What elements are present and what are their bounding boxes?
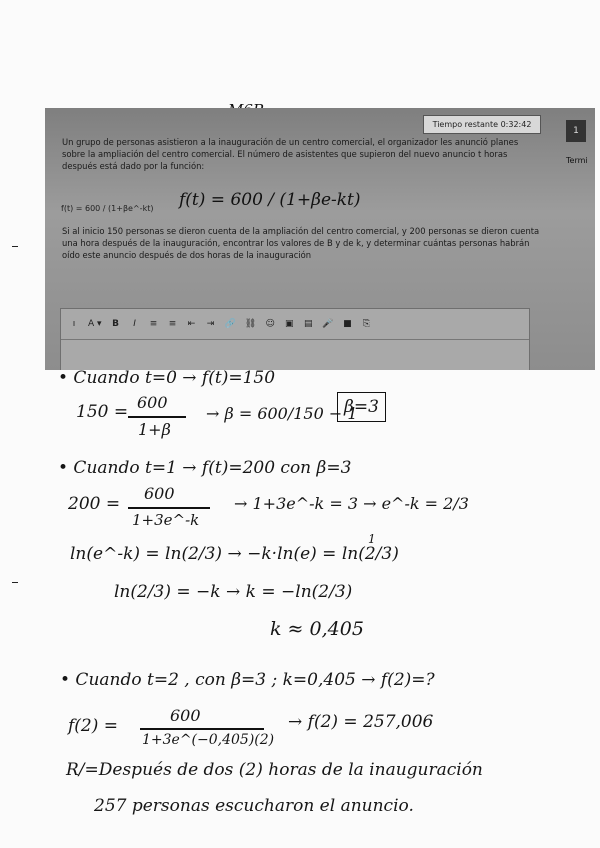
toolbar-indent-button[interactable]: ⇥ (206, 319, 215, 329)
link-icon[interactable]: 🔗 (224, 319, 236, 329)
screen-photo (45, 108, 595, 370)
problem-task: Si al inicio 150 personas se dieron cuenta de la ampliación del centro comercial, y 200 personas se dieron cuenta una hora después de la inauguración, encontrar los valores de B y de k, y determinar cuántas personas habrán oído este anuncio después de dos horas de la inauguración (62, 226, 540, 260)
image-icon[interactable]: ▣ (284, 319, 294, 329)
step2-arrow: → 1+3e^-k = 3 → e^-k = 2/3 (234, 494, 469, 513)
step3-frac-den: 1+3e^(−0,405)(2) (142, 732, 275, 748)
step3-label: • Cuando t=2 , con β=3 ; k=0,405 → f(2)=? (60, 670, 435, 690)
step2-line3: ln(2/3) = −k → k = −ln(2/3) (114, 582, 353, 602)
fraction-bar (128, 507, 210, 509)
toolbar-outdent-button[interactable]: ⇤ (187, 319, 196, 329)
step2-frac-num: 600 (144, 484, 175, 503)
answer-line1: R/=Después de dos (2) horas de la inauguración (66, 760, 483, 780)
toolbar-paragraph-button[interactable]: ı (72, 319, 76, 329)
margin-mark (12, 246, 18, 247)
side-label: Termi (566, 156, 588, 165)
answer-editor[interactable] (60, 308, 530, 370)
step1-eq-left: 150 = (76, 402, 129, 422)
timer-badge: Tiempo restante 0:32:42 (423, 115, 541, 134)
copy-icon[interactable]: ⎘ (362, 319, 371, 329)
margin-mark (12, 582, 18, 583)
media-icon[interactable]: ▤ (303, 319, 313, 329)
step2-line2: ln(e^-k) = ln(2/3) → −k·ln(e) = ln(2/3) (70, 544, 399, 564)
microphone-icon[interactable]: 🎤 (322, 319, 334, 329)
step2-result: k ≈ 0,405 (270, 618, 364, 640)
video-icon[interactable]: ■ (343, 319, 352, 329)
toolbar-italic-button[interactable]: I (133, 319, 136, 329)
step3-arrow: → f(2) = 257,006 (288, 712, 434, 732)
step1-arrow: → β = 600/150 − 1 (206, 404, 358, 423)
formula-handwritten: f(t) = 600 / (1+βe-kt) (179, 190, 361, 210)
step2-eq-left: 200 = (68, 494, 121, 514)
toolbar-bold-button[interactable]: B (112, 319, 119, 329)
step1-frac-den: 1+β (138, 420, 171, 439)
problem-intro: Un grupo de personas asistieron a la inauguración de un centro comercial, el organizador les anunció planes sobre la ampliación del centro comercial. El número de asistentes que supieron del nuevo anuncio t horas después está dado por la función: (62, 137, 519, 171)
emoji-icon[interactable]: ☺ (265, 319, 275, 329)
toolbar-font-button[interactable]: A ▾ (88, 319, 102, 329)
step1-label: • Cuando t=0 → f(t)=150 (58, 368, 276, 388)
step3-eq-left: f(2) = (68, 716, 119, 736)
step2-label: • Cuando t=1 → f(t)=200 con β=3 (58, 458, 352, 478)
formula-printed: f(t) = 600 / (1+βe^-kt) (61, 204, 154, 213)
editor-toolbar (61, 309, 529, 340)
side-question-box[interactable]: 1 (566, 120, 586, 142)
step1-boxed-result: β=3 (337, 392, 386, 422)
step2-one-mark: 1 (368, 532, 376, 546)
fraction-bar (128, 416, 186, 418)
step2-frac-den: 1+3e^-k (132, 511, 200, 529)
answer-line2: 257 personas escucharon el anuncio. (94, 796, 414, 816)
toolbar-bullet-list-button[interactable]: ≡ (149, 319, 158, 329)
unlink-icon[interactable]: ⛓ (244, 319, 257, 329)
step3-frac-num: 600 (170, 706, 201, 725)
step1-frac-num: 600 (137, 393, 168, 412)
fraction-bar (140, 728, 264, 730)
toolbar-number-list-button[interactable]: ≡ (168, 319, 177, 329)
